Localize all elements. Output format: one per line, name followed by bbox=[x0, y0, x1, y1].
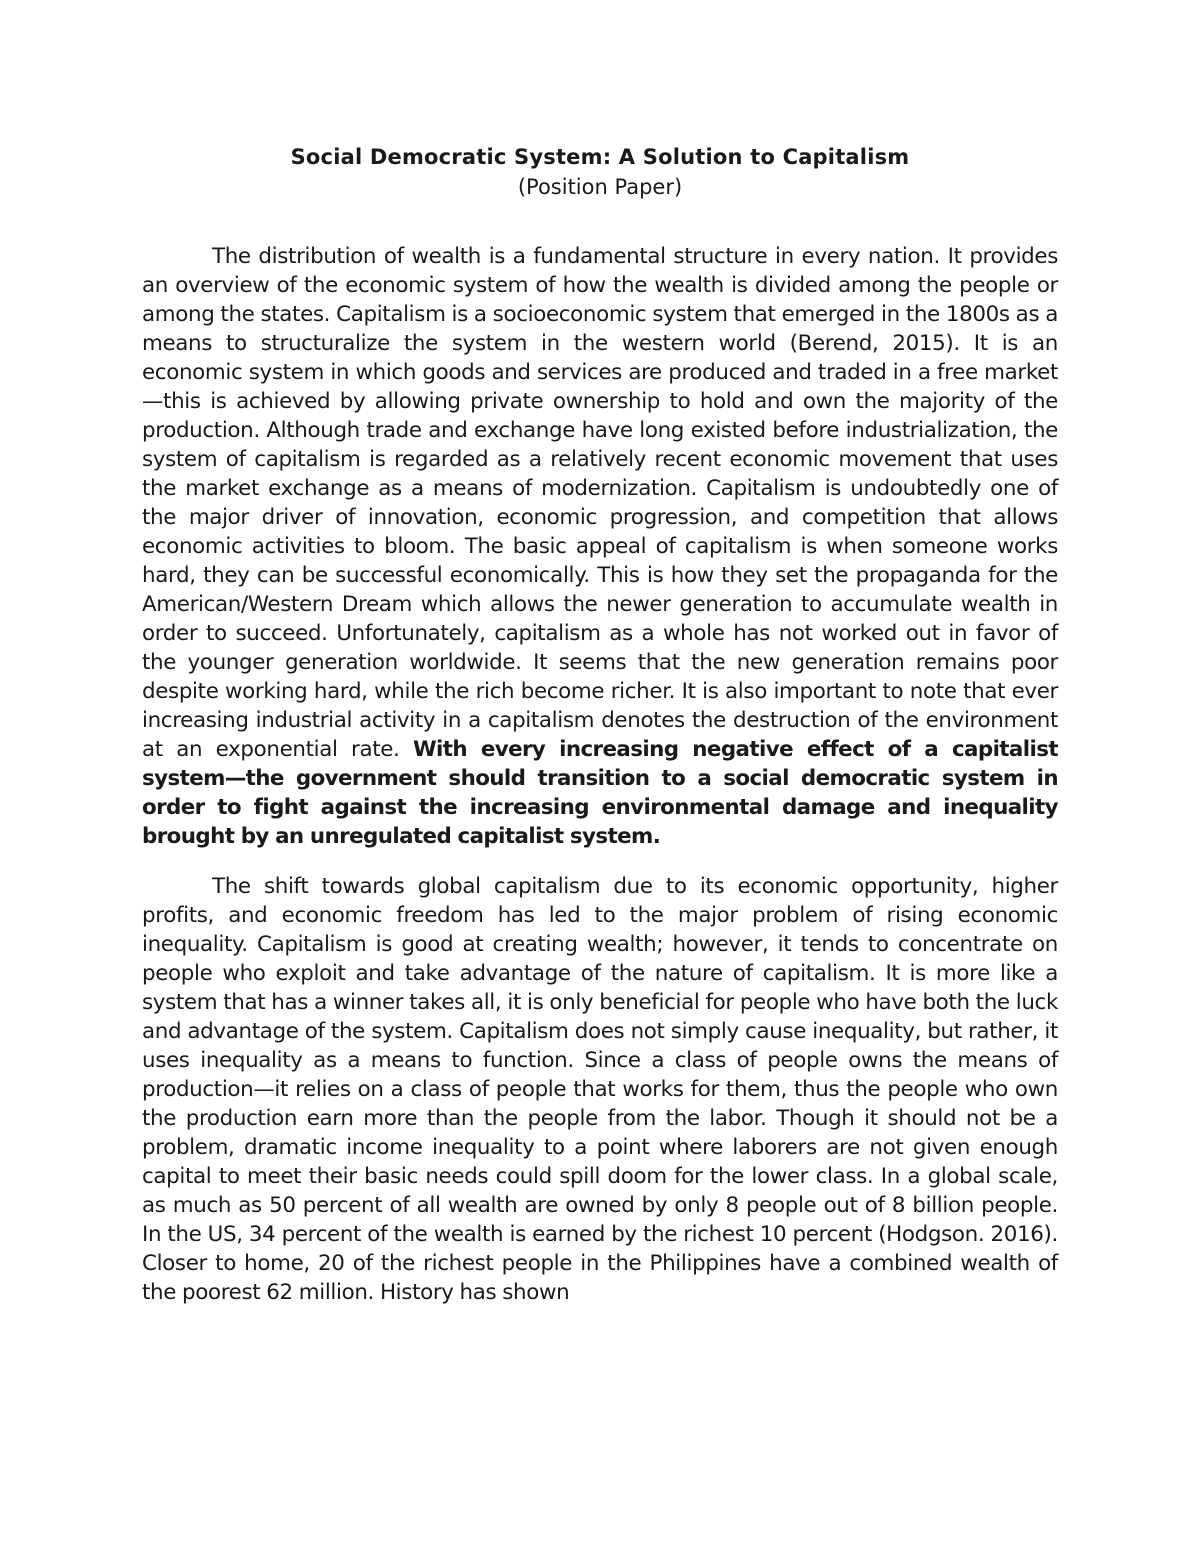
document-body bbox=[142, 242, 1058, 1307]
thesis-statement: With every increasing negative effect of a capitalist system—the government should transition to a social democratic system in order to fight against the increasing environmental damage and inequality brought by an unregulated capitalist system. bbox=[142, 737, 1058, 849]
document-title: Social Democratic System: A Solution to Capitalism bbox=[290, 145, 910, 169]
paragraph-1-text: The distribution of wealth is a fundamental structure in every nation. It provides an overview of the economic system of how the wealth is divided among the people or among the states. Capitalism is a socioeconomic system that emerged in the 1800s as a means to structuralize the system in the western world (Berend, 2015). It is an economic system in which goods and services are produced and traded in a free market—this is achieved by allowing private ownership to hold and own the majority of the production. Although trade and exchange have long existed before industrialization, the system of capitalism is regarded as a relatively recent economic movement that uses the market exchange as a means of modernization. Capitalism is undoubtedly one of the major driver of innovation, economic progression, and competition that allows economic activities to bloom. The basic appeal of capitalism is when someone works hard, they can be successful economically. This is how they set the propaganda for the American/Western Dream which allows the newer generation to accumulate wealth in order to succeed. Unfortunately, capitalism as a whole has not worked out in favor of the younger generation worldwide. It seems that the new generation remains poor despite working hard, while the rich become richer. It is also important to note that ever increasing industrial activity in a capitalism denotes the destruction of the environment at an exponential rate. bbox=[142, 244, 1058, 762]
document-subtitle: (Position Paper) bbox=[517, 175, 683, 199]
paragraph-2: The shift towards global capitalism due to its economic opportunity, higher profits, and economic freedom has led to the major problem of rising economic inequality. Capitalism is good at creating wealth; however, it tends to concentrate on people who exploit and take advantage of the nature of capitalism. It is more like a system that has a winner takes all, it is only beneficial for people who have both the luck and advantage of the system. Capitalism does not simply cause inequality, but rather, it uses inequality as a means to function. Since a class of people owns the means of production—it relies on a class of people that works for them, thus the people who own the production earn more than the people from the labor. Though it should not be a problem, dramatic income inequality to a point where laborers are not given enough capital to meet their basic needs could spill doom for the lower class. In a global scale, as much as 50 percent of all wealth are owned by only 8 people out of 8 billion people. In the US, 34 percent of the wealth is earned by the richest 10 percent (Hodgson. 2016). Closer to home, 20 of the richest people in the Philippines have a combined wealth of the poorest 62 million. History has shown bbox=[142, 874, 1058, 1305]
paragraph-1 bbox=[142, 242, 1058, 851]
